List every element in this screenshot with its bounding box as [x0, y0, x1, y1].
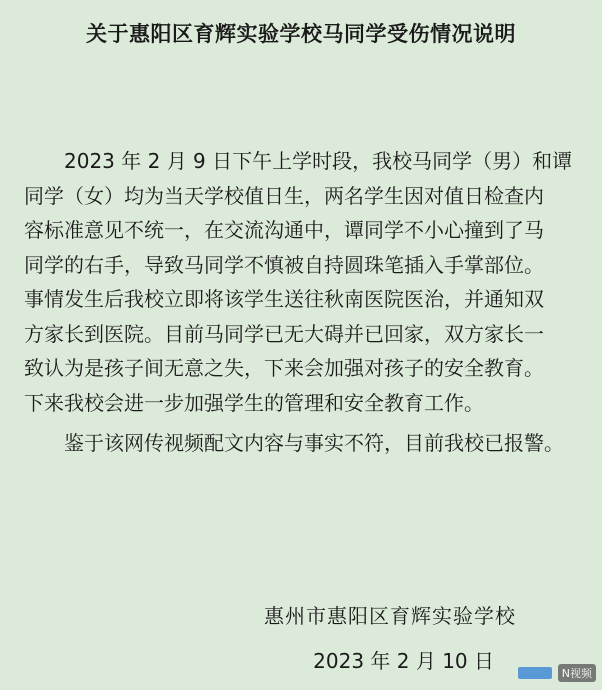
document-body [24, 144, 584, 461]
body-line: 事情发生后我校立即将该学生送往秋南医院医治，并通知双 [24, 287, 544, 311]
body-paragraph-2: 鉴于该网传视频配文内容与事实不符，目前我校已报警。 [64, 431, 564, 455]
body-line: 致认为是孩子间无意之失，下来会加强对孩子的安全教育。 [24, 356, 544, 380]
watermark-logo: N视频 [558, 664, 596, 682]
body-line: 方家长到医院。目前马同学已无大碍并已回家，双方家长一 [24, 321, 544, 346]
body-line: 下来我校会进一步加强学生的管理和安全教育工作。 [24, 390, 484, 415]
document-title: 关于惠阳区育辉实验学校马同学受伤情况说明 [86, 22, 516, 46]
body-line: 同学（女）均为当天学校值日生，两名学生因对值日检查内 [24, 183, 544, 208]
body-line: 2023 年 2 月 9 日下午上学时段，我校马同学（男）和谭 [64, 149, 573, 173]
body-line: 容标准意见不统一，在交流沟通中，谭同学不小心撞到了马 [24, 218, 544, 242]
signature: 惠州市惠阳区育辉实验学校 [264, 604, 516, 628]
document-date: 2023 年 2 月 10 日 [313, 649, 494, 673]
watermark-brand-icon [518, 667, 552, 679]
body-line: 同学的右手，导致马同学不慎被自持圆珠笔插入手掌部位。 [24, 252, 544, 277]
watermark [518, 664, 596, 682]
